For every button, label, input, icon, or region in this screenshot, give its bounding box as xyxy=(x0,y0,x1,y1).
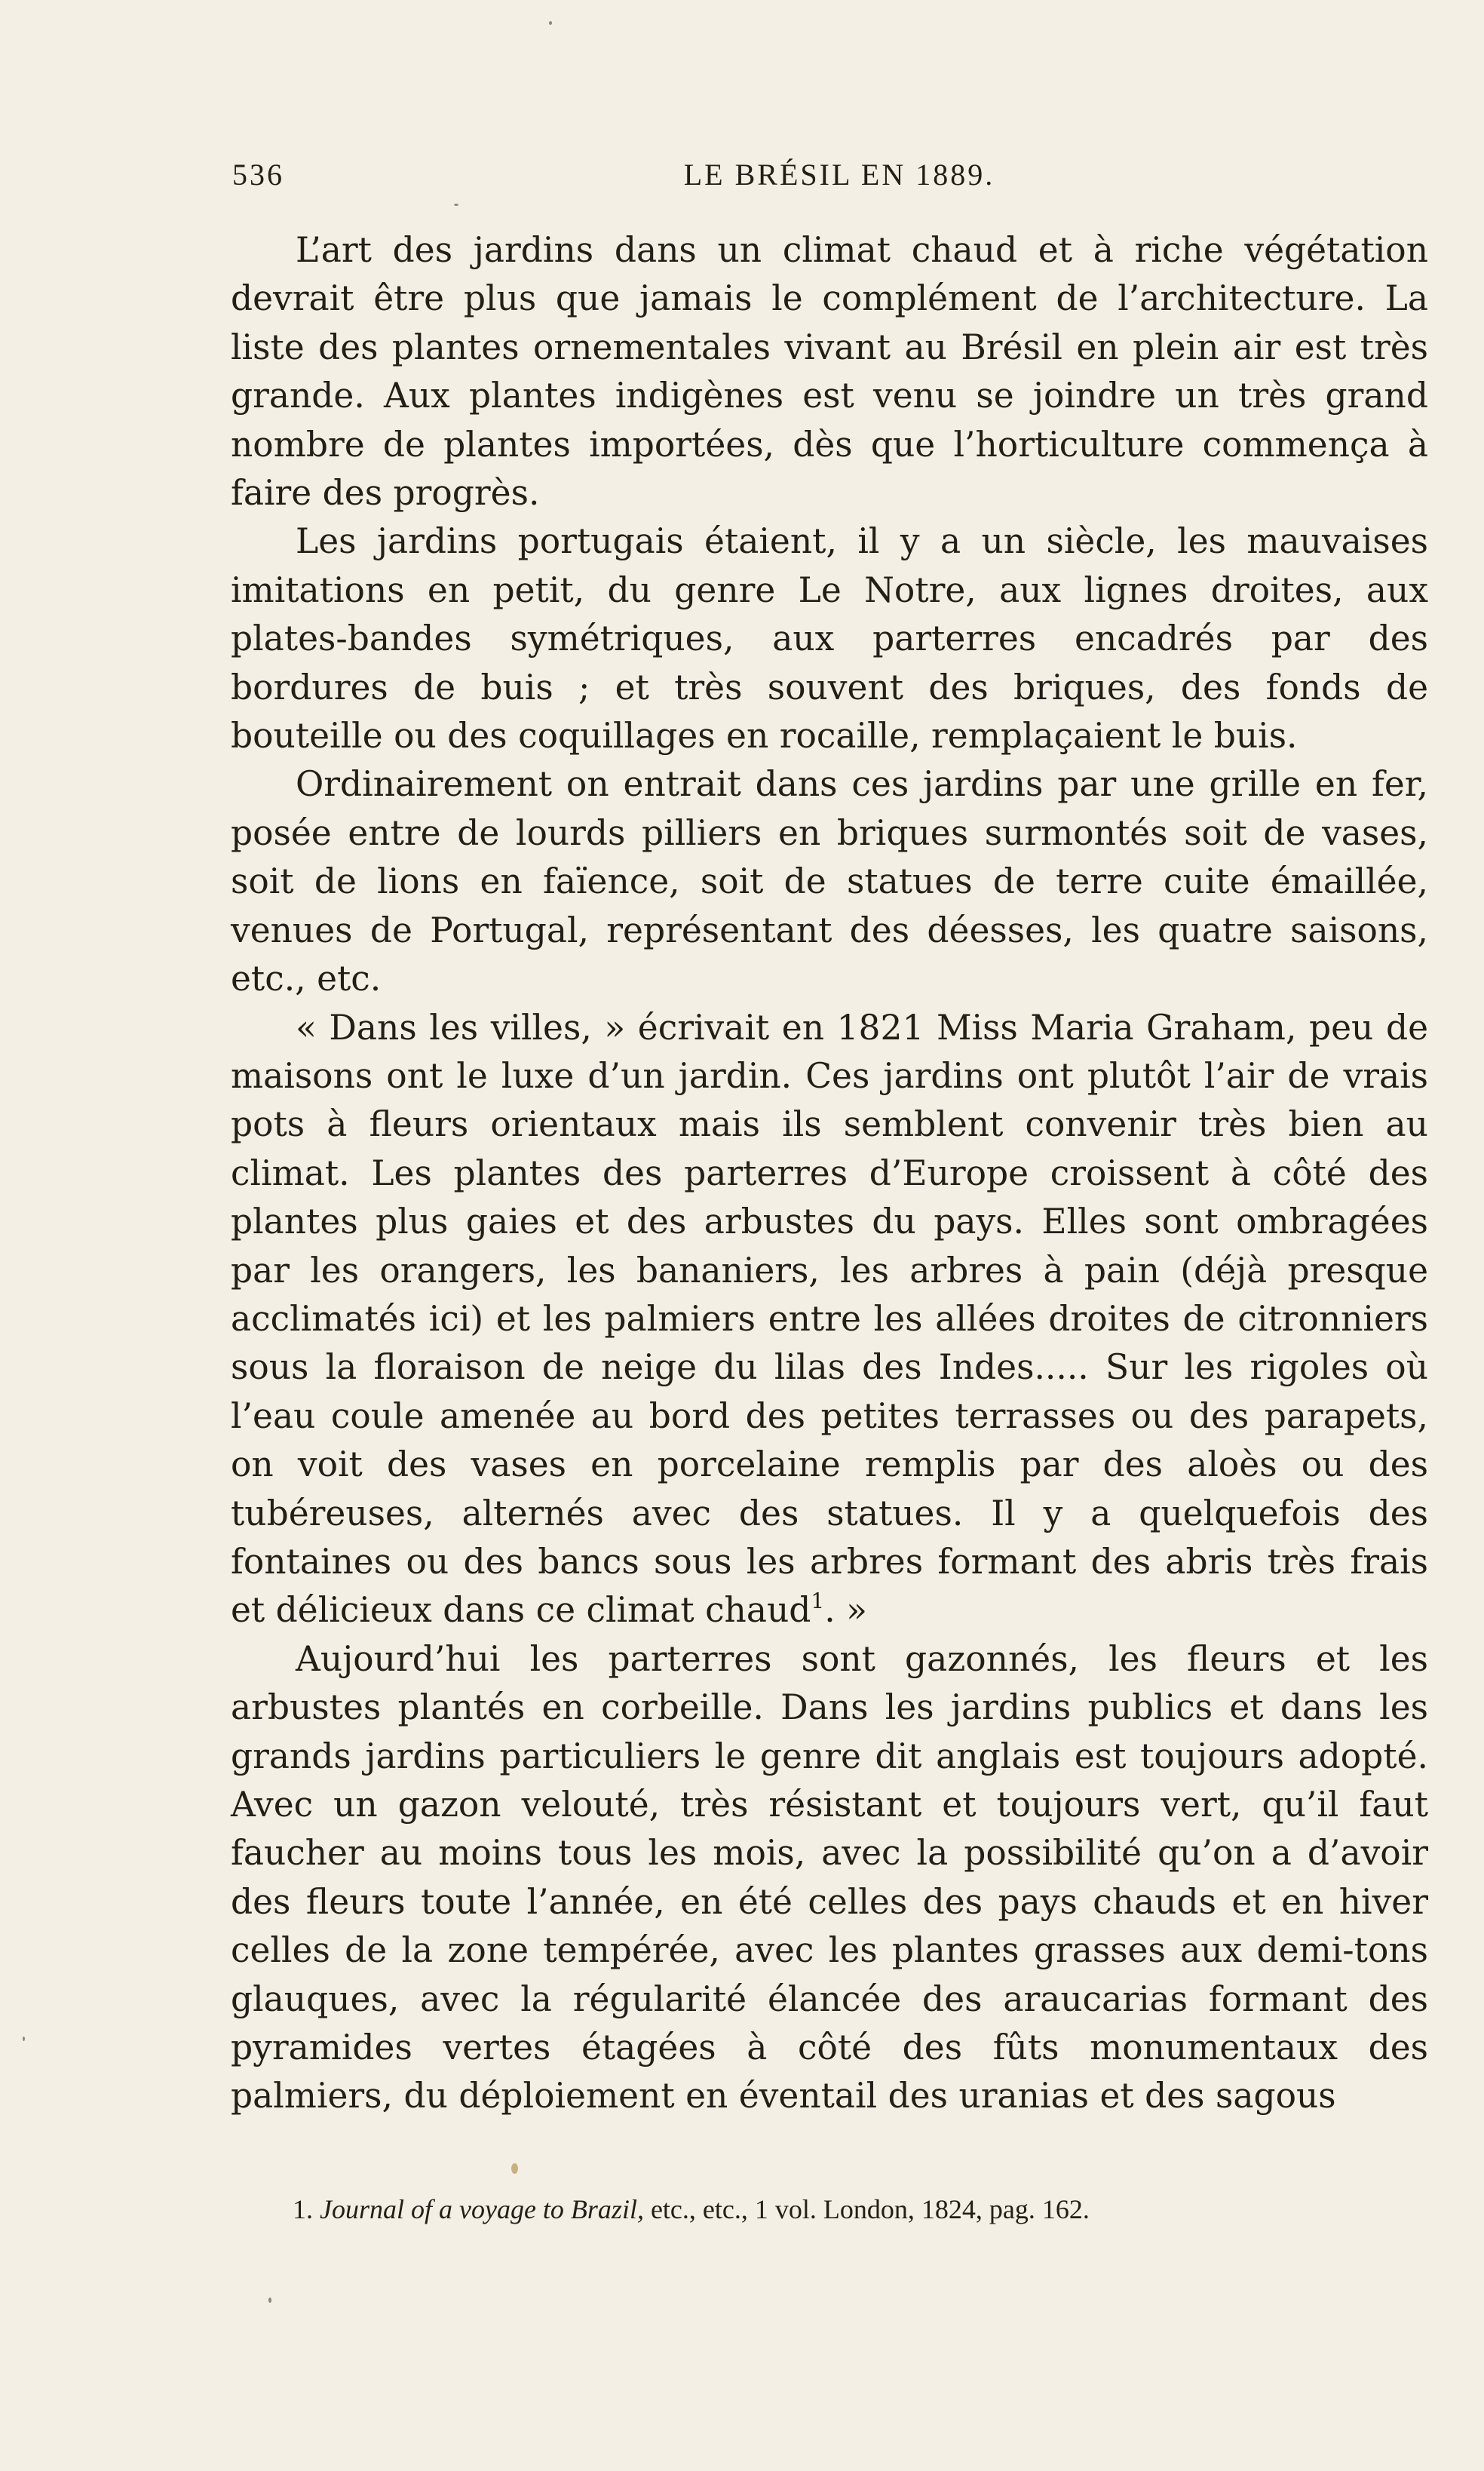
footnote xyxy=(293,2190,1439,2228)
footnote-citation: etc., etc., 1 vol. London, 1824, pag. 162. xyxy=(650,2194,1090,2224)
footnote-title: Journal of a voyage to Brazil, xyxy=(320,2194,644,2224)
quotation-close: . » xyxy=(824,1590,868,1631)
footnote-number: 1. xyxy=(293,2194,313,2224)
page-number: 536 xyxy=(232,158,284,192)
paper-speck xyxy=(23,2037,25,2041)
quotation-text: « Dans les villes, » écrivait en 1821 Miss Maria Graham, peu de maisons ont le luxe d’un jardin. Ces jardins ont plutôt l’air de vrais pots à fleurs orientaux mais ils semblent convenir très bien au climat. Les plantes des parterres d’Europe croissent à côté des plantes plus gaies et des arbustes du pays. Elles sont ombragées par les orangers, les bananiers, les arbres à pain (déjà presque acclimatés ici) et les palmiers entre les allées droites de citronniers sous la floraison de neige du lilas des Indes..... Sur les rigoles où l’eau coule amenée au bord des petites terrasses ou des parapets, on voit des vases en porcelaine remplis par des aloès ou des tubéreuses, alternés avec des statues. Il y a quelquefois des fontaines ou des bancs sous les arbres formant des abris très frais et délicieux dans ce climat chaud xyxy=(231,1007,1428,1631)
body-text xyxy=(231,226,1428,2121)
paragraph: Ordinairement on entrait dans ces jardins par une grille en fer, posée entre de lourds pilliers en briques surmontés soit de vases, soit de lions en faïence, soit de statues de terre cuite émaillée, venues de Portugal, représentant des déesses, les quatre saisons, etc., etc. xyxy=(231,764,1428,999)
footnote-reference[interactable]: 1 xyxy=(811,1588,825,1614)
paper-speck xyxy=(268,2298,271,2303)
paper-speck xyxy=(454,204,458,206)
paragraph: L’art des jardins dans un climat chaud et à riche végétation devrait être plus que jamais le complément de l’architecture. La liste des plantes ornementales vivant au Brésil en plein air est très grande. Aux plantes indigènes est venu se joindre un très grand nombre de plantes importées, dès que l’horticulture commença à faire des progrès. xyxy=(231,230,1428,514)
paragraph: Les jardins portugais étaient, il y a un siècle, les mauvaises imitations en petit, du genre Le Notre, aux lignes droites, aux plates-bandes symétriques, aux parterres encadrés par des bordures de buis ; et très souvent des briques, des fonds de bouteille ou des coquillages en rocaille, remplaçaient le buis. xyxy=(231,521,1428,757)
paragraph: Aujourd’hui les parterres sont gazonnés, les fleurs et les arbustes plantés en corbeille. Dans les jardins publics et dans les grands jardins particuliers le genre dit anglais est toujours adopté. Avec un gazon velouté, très résistant et toujours vert, qu’il faut faucher au moins tous les mois, avec la possibilité qu’on a d’avoir des fleurs toute l’année, en été celles des pays chauds et en hiver celles de la zone tempérée, avec les plantes grasses aux demi-tons glauques, avec la régularité élancée des araucarias formant des pyramides vertes étagées à côté des fûts monumentaux des palmiers, du déploiement en éventail des uranias et des sagous xyxy=(231,1638,1428,2116)
paper-speck xyxy=(549,21,552,25)
running-title: LE BRÉSIL EN 1889. xyxy=(683,158,995,192)
paper-speck xyxy=(511,2163,518,2174)
running-head xyxy=(232,157,1424,202)
paragraph-with-footnote xyxy=(231,1004,1428,1635)
